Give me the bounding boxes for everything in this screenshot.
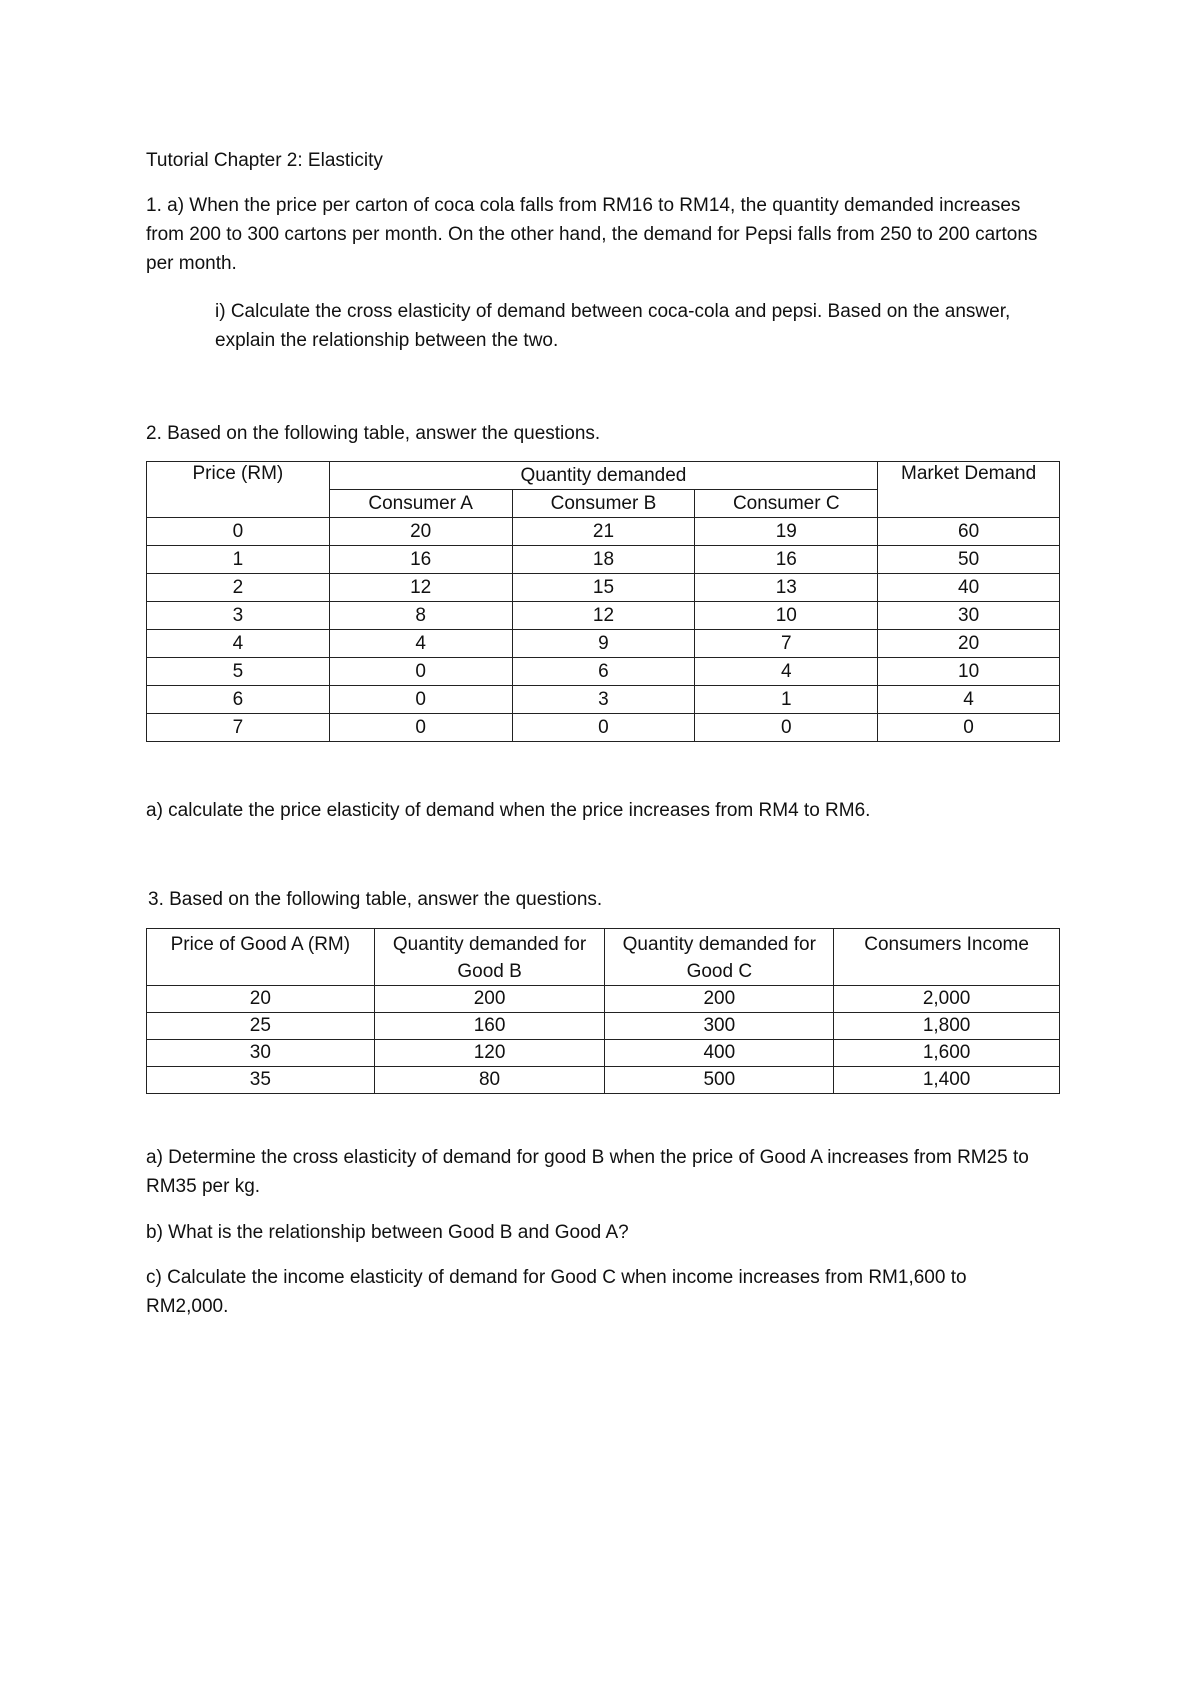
table-cell: 120 [374,1040,605,1067]
table-cell: 160 [374,1013,605,1040]
table-cell: 2 [147,574,330,602]
question-3c: c) Calculate the income elasticity of demand for Good C when income increases from RM1,600 to RM2,000. [146,1267,967,1317]
header-price: Price (RM) [147,462,330,518]
question-1a-i: i) Calculate the cross elasticity of demand between coca-cola and pepsi. Based on the answer, explain the relationship between the two. [215,301,1011,351]
table-cell: 16 [695,546,878,574]
table-cell: 15 [512,574,695,602]
goods-table-body [147,986,1060,1094]
table-cell: 0 [329,686,512,714]
question-2a: a) calculate the price elasticity of demand when the price increases from RM4 to RM6. [146,800,871,821]
table-cell: 0 [329,658,512,686]
table-cell: 4 [329,630,512,658]
table-cell: 1 [695,686,878,714]
table-row [147,602,1060,630]
table-cell: 0 [147,518,330,546]
table-header-row [147,462,1060,490]
table-cell: 20 [329,518,512,546]
table-cell: 80 [374,1067,605,1094]
table-row [147,630,1060,658]
table-cell: 35 [147,1067,375,1094]
table-row [147,1040,1060,1067]
table-cell: 500 [605,1067,834,1094]
table-cell: 7 [695,630,878,658]
table-row [147,686,1060,714]
table-cell: 6 [512,658,695,686]
header-quantity-demanded: Quantity demanded [329,462,877,490]
table-cell: 1,800 [834,1013,1060,1040]
table-row [147,1013,1060,1040]
question-3a: a) Determine the cross elasticity of demand for good B when the price of Good A increases from RM25 to RM35 per kg. [146,1147,1029,1197]
table-cell: 9 [512,630,695,658]
table-cell: 12 [329,574,512,602]
table-cell: 7 [147,714,330,742]
table-cell: 30 [878,602,1060,630]
demand-schedule-table [146,461,1060,742]
table-cell: 20 [147,986,375,1013]
table-cell: 10 [695,602,878,630]
header-consumer-a: Consumer A [329,490,512,518]
table-row [147,546,1060,574]
table-cell: 19 [695,518,878,546]
table-cell: 21 [512,518,695,546]
table-cell: 4 [878,686,1060,714]
table-cell: 0 [329,714,512,742]
table-cell: 1,600 [834,1040,1060,1067]
table-header-row [147,929,1060,986]
demand-table-body [147,518,1060,742]
table-cell: 3 [147,602,330,630]
page-title: Tutorial Chapter 2: Elasticity [146,150,383,171]
header-consumer-b: Consumer B [512,490,695,518]
table-row [147,658,1060,686]
table-row [147,574,1060,602]
table-cell: 3 [512,686,695,714]
header-consumers-income: Consumers Income [834,929,1060,986]
table-cell: 300 [605,1013,834,1040]
goods-income-table [146,928,1060,1094]
table-cell: 25 [147,1013,375,1040]
table-cell: 16 [329,546,512,574]
table-cell: 20 [878,630,1060,658]
header-market-demand: Market Demand [878,462,1060,518]
header-price-good-a: Price of Good A (RM) [147,929,375,986]
table-cell: 0 [695,714,878,742]
table-cell: 1 [147,546,330,574]
table-cell: 60 [878,518,1060,546]
table-cell: 13 [695,574,878,602]
table-cell: 4 [147,630,330,658]
table-cell: 40 [878,574,1060,602]
table-cell: 5 [147,658,330,686]
question-1a: 1. a) When the price per carton of coca cola falls from RM16 to RM14, the quantity demanded increases from 200 to 300 cartons per month. On the other hand, the demand for Pepsi falls from 250 to 200 cartons per month. [146,195,1038,274]
table-cell: 4 [695,658,878,686]
table-cell: 200 [374,986,605,1013]
question-3b: b) What is the relationship between Good B and Good A? [146,1222,629,1243]
header-consumer-c: Consumer C [695,490,878,518]
table-cell: 1,400 [834,1067,1060,1094]
table-cell: 18 [512,546,695,574]
table-row [147,518,1060,546]
table-cell: 30 [147,1040,375,1067]
table-cell: 10 [878,658,1060,686]
table-cell: 6 [147,686,330,714]
table-cell: 8 [329,602,512,630]
table-cell: 400 [605,1040,834,1067]
table-cell: 200 [605,986,834,1013]
table-row [147,986,1060,1013]
table-cell: 0 [878,714,1060,742]
table-row [147,1067,1060,1094]
table-cell: 50 [878,546,1060,574]
table-cell: 0 [512,714,695,742]
header-quantity-good-b: Quantity demanded for Good B [374,929,605,986]
table-cell: 12 [512,602,695,630]
question-2-intro: 2. Based on the following table, answer the questions. [146,423,601,444]
table-cell: 2,000 [834,986,1060,1013]
header-quantity-good-c: Quantity demanded for Good C [605,929,834,986]
question-3-intro: 3. Based on the following table, answer the questions. [148,889,603,910]
table-row [147,714,1060,742]
